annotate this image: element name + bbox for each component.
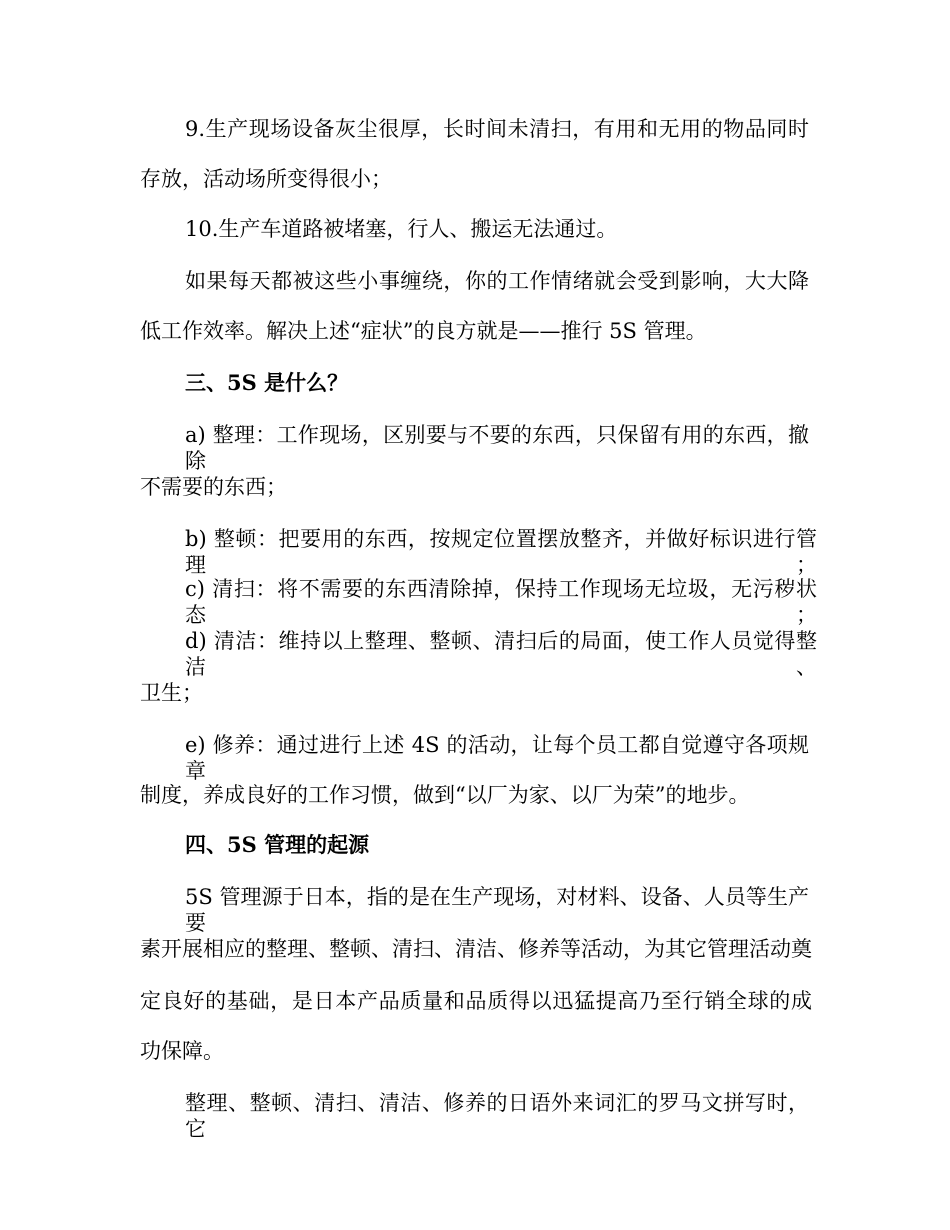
paragraph-line: 定良好的基础，是日本产品质量和品质得以迅猛提高乃至行销全球的成 [140,989,812,1013]
paragraph-line: 9.生产现场设备灰尘很厚，长时间未清扫，有用和无用的物品同时 [185,117,809,141]
paragraph-line: 制度，养成良好的工作习惯，做到“以厂为家、以厂为荣”的地步。 [140,783,750,807]
paragraph-line: b) 整顿：把要用的东西，按规定位置摆放整齐，并做好标识进行管理； [185,527,817,577]
paragraph-line: a) 整理：工作现场，区别要与不要的东西，只保留有用的东西，撤除 [185,423,809,473]
paragraph-line: 卫生； [140,681,203,705]
paragraph-line: 存放，活动场所变得很小； [140,167,392,191]
paragraph-line: 素开展相应的整理、整顿、清扫、清洁、修养等活动，为其它管理活动奠 [140,937,812,961]
paragraph-line: 低工作效率。解决上述“症状”的良方就是——推行 5S 管理。 [140,319,707,343]
paragraph-line: 10.生产车道路被堵塞，行人、搬运无法通过。 [185,217,618,241]
paragraph-line: 如果每天都被这些小事缠绕，你的工作情绪就会受到影响，大大降 [185,269,809,293]
paragraph-line: 整理、整顿、清扫、清洁、修养的日语外来词汇的罗马文拼写时，它 [185,1091,809,1141]
paragraph-line: 5S 管理源于日本，指的是在生产现场，对材料、设备、人员等生产要 [185,885,809,935]
paragraph-line: e) 修养：通过进行上述 4S 的活动，让每个员工都自觉遵守各项规章 [185,733,809,783]
paragraph-line: 功保障。 [140,1039,224,1063]
section-heading: 四、5S 管理的起源 [185,832,370,857]
paragraph-line: d) 清洁：维持以上整理、整顿、清扫后的局面，使工作人员觉得整洁、 [185,629,817,679]
paragraph-line: c) 清扫：将不需要的东西清除掉，保持工作现场无垃圾，无污秽状态； [185,577,817,627]
paragraph-line: 不需要的东西； [140,475,287,499]
section-heading: 三、5S 是什么？ [185,370,349,395]
